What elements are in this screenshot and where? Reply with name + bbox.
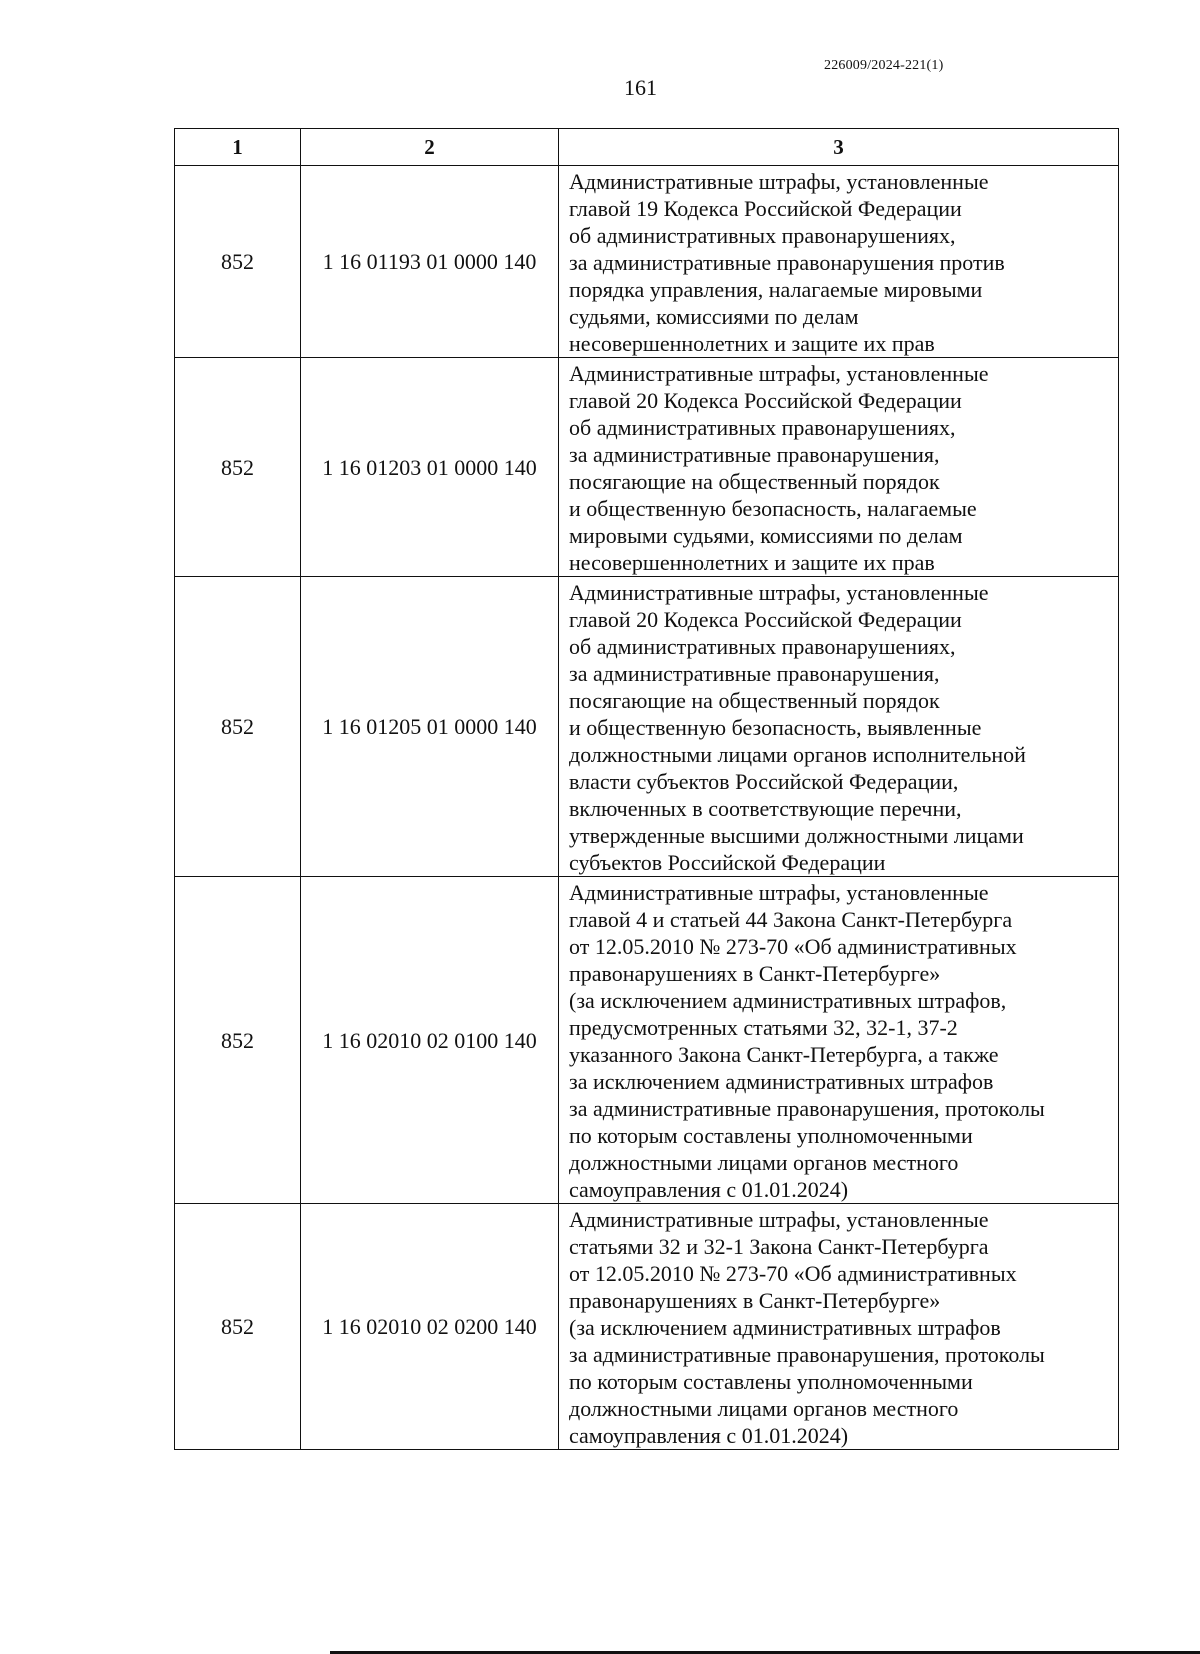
description-line: должностными лицами органов исполнительной bbox=[569, 742, 1026, 767]
description-line: утвержденные высшими должностными лицами bbox=[569, 823, 1024, 848]
description-line: от 12.05.2010 № 273-70 «Об административных bbox=[569, 1261, 1017, 1286]
description-line: главой 20 Кодекса Российской Федерации bbox=[569, 607, 962, 632]
description-line: за административные правонарушения, bbox=[569, 661, 940, 686]
table-row bbox=[175, 877, 1119, 1204]
description-line: должностными лицами органов местного bbox=[569, 1150, 959, 1175]
description-line: об административных правонарушениях, bbox=[569, 223, 956, 248]
budget-classification-code-cell: 1 16 01205 01 0000 140 bbox=[301, 577, 559, 877]
description-line: об административных правонарушениях, bbox=[569, 415, 956, 440]
description-line: Административные штрафы, установленные bbox=[569, 361, 989, 386]
description-line: за исключением административных штрафов bbox=[569, 1069, 994, 1094]
table-header-row bbox=[175, 129, 1119, 166]
description-line: посягающие на общественный порядок bbox=[569, 469, 940, 494]
description-cell bbox=[559, 166, 1119, 358]
description-line: власти субъектов Российской Федерации, bbox=[569, 769, 959, 794]
column-header-3: 3 bbox=[559, 129, 1119, 166]
page-number: 161 bbox=[624, 75, 657, 100]
admin-code-cell: 852 bbox=[175, 166, 301, 358]
description-line: самоуправления с 01.01.2024) bbox=[569, 1177, 849, 1202]
description-line: об административных правонарушениях, bbox=[569, 634, 956, 659]
description-cell bbox=[559, 577, 1119, 877]
description-line: Административные штрафы, установленные bbox=[569, 880, 989, 905]
column-header-1: 1 bbox=[175, 129, 301, 166]
budget-classification-code-cell: 1 16 02010 02 0100 140 bbox=[301, 877, 559, 1204]
column-header-2: 2 bbox=[301, 129, 559, 166]
admin-code-cell: 852 bbox=[175, 577, 301, 877]
description-line: главой 19 Кодекса Российской Федерации bbox=[569, 196, 962, 221]
description-cell bbox=[559, 358, 1119, 577]
description-line: (за исключением административных штрафов bbox=[569, 1315, 1001, 1340]
description-cell bbox=[559, 1204, 1119, 1450]
description-line: Административные штрафы, установленные bbox=[569, 580, 989, 605]
table-row bbox=[175, 166, 1119, 358]
description-line: за административные правонарушения, протоколы bbox=[569, 1342, 1045, 1367]
description-line: судьями, комиссиями по делам bbox=[569, 304, 859, 329]
description-line: главой 20 Кодекса Российской Федерации bbox=[569, 388, 962, 413]
description-line: главой 4 и статьей 44 Закона Санкт-Петербурга bbox=[569, 907, 1013, 932]
description-line: включенных в соответствующие перечни, bbox=[569, 796, 962, 821]
description-line: за административные правонарушения, протоколы bbox=[569, 1096, 1045, 1121]
description-line: субъектов Российской Федерации bbox=[569, 850, 886, 875]
table-header bbox=[175, 129, 1119, 166]
table-row bbox=[175, 1204, 1119, 1450]
description-line: и общественную безопасность, налагаемые bbox=[569, 496, 977, 521]
description-line: самоуправления с 01.01.2024) bbox=[569, 1423, 849, 1448]
description-line: должностными лицами органов местного bbox=[569, 1396, 959, 1421]
admin-code-cell: 852 bbox=[175, 358, 301, 577]
description-line: от 12.05.2010 № 273-70 «Об административных bbox=[569, 934, 1017, 959]
description-line: статьями 32 и 32-1 Закона Санкт-Петербурга bbox=[569, 1234, 989, 1259]
fines-table bbox=[174, 128, 1119, 1450]
budget-classification-code-cell: 1 16 01203 01 0000 140 bbox=[301, 358, 559, 577]
table-row bbox=[175, 577, 1119, 877]
description-line: Административные штрафы, установленные bbox=[569, 169, 989, 194]
description-line: правонарушениях в Санкт-Петербурге» bbox=[569, 1288, 941, 1313]
description-line: за административные правонарушения против bbox=[569, 250, 1005, 275]
description-line: правонарушениях в Санкт-Петербурге» bbox=[569, 961, 941, 986]
description-line: по которым составлены уполномоченными bbox=[569, 1369, 973, 1394]
admin-code-cell: 852 bbox=[175, 1204, 301, 1450]
description-line: Административные штрафы, установленные bbox=[569, 1207, 989, 1232]
description-cell bbox=[559, 877, 1119, 1204]
description-line: и общественную безопасность, выявленные bbox=[569, 715, 982, 740]
description-line: (за исключением административных штрафов, bbox=[569, 988, 1007, 1013]
admin-code-cell: 852 bbox=[175, 877, 301, 1204]
document-registration-number: 226009/2024-221(1) bbox=[824, 58, 944, 73]
description-line: несовершеннолетних и защите их прав bbox=[569, 550, 935, 575]
description-line: указанного Закона Санкт-Петербурга, а также bbox=[569, 1042, 999, 1067]
description-line: несовершеннолетних и защите их прав bbox=[569, 331, 935, 356]
description-line: порядка управления, налагаемые мировыми bbox=[569, 277, 983, 302]
description-line: за административные правонарушения, bbox=[569, 442, 940, 467]
table-row bbox=[175, 358, 1119, 577]
budget-classification-code-cell: 1 16 02010 02 0200 140 bbox=[301, 1204, 559, 1450]
description-line: предусмотренных статьями 32, 32-1, 37-2 bbox=[569, 1015, 958, 1040]
description-line: мировыми судьями, комиссиями по делам bbox=[569, 523, 963, 548]
table-body bbox=[175, 166, 1119, 1450]
description-line: посягающие на общественный порядок bbox=[569, 688, 940, 713]
budget-classification-code-cell: 1 16 01193 01 0000 140 bbox=[301, 166, 559, 358]
description-line: по которым составлены уполномоченными bbox=[569, 1123, 973, 1148]
